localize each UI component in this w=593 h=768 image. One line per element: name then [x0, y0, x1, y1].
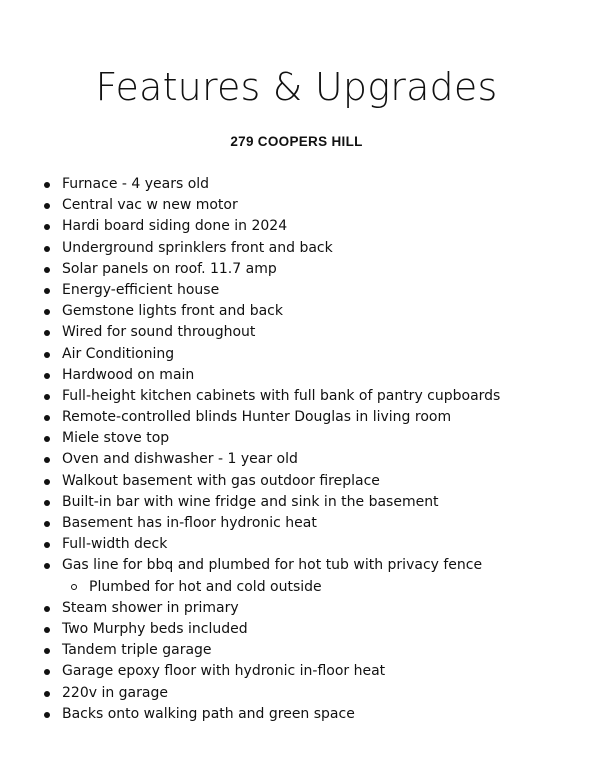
filled-circle-bullet-icon	[44, 542, 50, 548]
filled-circle-bullet-icon	[44, 352, 50, 358]
filled-circle-bullet-icon	[44, 500, 50, 506]
filled-circle-bullet-icon	[44, 415, 50, 421]
list-item	[0, 301, 593, 322]
list-item	[0, 555, 593, 576]
list-item	[0, 513, 593, 534]
list-item-text: Energy-efficient house	[62, 281, 220, 298]
list-item-text: Air Conditioning	[62, 345, 175, 362]
list-item-text: Remote-controlled blinds Hunter Douglas in living room	[62, 409, 452, 426]
filled-circle-bullet-icon	[44, 246, 50, 252]
list-item-text: Hardwood on main	[62, 366, 195, 383]
list-item	[0, 322, 593, 343]
list-item	[0, 640, 593, 661]
list-item-text: Gas line for bbq and plumbed for hot tub with privacy fence	[62, 557, 483, 574]
list-item-text: Plumbed for hot and cold outside	[89, 578, 322, 595]
list-item-text: Full-height kitchen cabinets with full bank of pantry cupboards	[62, 387, 501, 404]
filled-circle-bullet-icon	[44, 521, 50, 527]
filled-circle-bullet-icon	[44, 182, 50, 188]
filled-circle-bullet-icon	[44, 691, 50, 697]
filled-circle-bullet-icon	[44, 288, 50, 294]
filled-circle-bullet-icon	[44, 373, 50, 379]
filled-circle-bullet-icon	[44, 203, 50, 209]
list-item-text: 220v in garage	[62, 684, 168, 701]
list-item	[0, 386, 593, 407]
list-item-text: Full-width deck	[62, 536, 168, 553]
filled-circle-bullet-icon	[44, 457, 50, 463]
list-item-text: Underground sprinklers front and back	[62, 239, 333, 256]
hollow-circle-bullet-icon	[71, 584, 77, 590]
list-item	[0, 534, 593, 555]
list-item-text: Gemstone lights front and back	[62, 303, 283, 320]
list-item	[0, 471, 593, 492]
filled-circle-bullet-icon	[44, 479, 50, 485]
list-item-text: Wired for sound throughout	[62, 324, 256, 341]
sub-list-item	[0, 577, 593, 598]
list-item-text: Furnace - 4 years old	[62, 176, 210, 192]
list-item-text: Hardi board siding done in 2024	[62, 218, 288, 235]
filled-circle-bullet-icon	[44, 627, 50, 633]
list-item-text: Backs onto walking path and green space	[62, 705, 355, 722]
list-item	[0, 365, 593, 386]
list-item	[0, 449, 593, 470]
filled-circle-bullet-icon	[44, 394, 50, 400]
list-item	[0, 259, 593, 280]
list-item	[0, 598, 593, 619]
property-address: 279 COOPERS HILL	[230, 134, 363, 149]
list-item-text: Walkout basement with gas outdoor fireplace	[62, 472, 380, 489]
list-item-text: Oven and dishwasher - 1 year old	[62, 451, 298, 468]
list-item	[0, 174, 593, 195]
features-list	[0, 174, 593, 725]
list-item	[0, 492, 593, 513]
list-item	[0, 428, 593, 449]
list-item	[0, 280, 593, 301]
list-item-text: Basement has in-floor hydronic heat	[62, 515, 317, 531]
filled-circle-bullet-icon	[44, 309, 50, 315]
list-item	[0, 195, 593, 216]
list-item-text: Solar panels on roof. 11.7 amp	[62, 260, 277, 277]
list-item-text: Two Murphy beds included	[62, 620, 248, 637]
filled-circle-bullet-icon	[44, 330, 50, 336]
list-item-text: Garage epoxy floor with hydronic in-floor heat	[62, 663, 386, 680]
list-item	[0, 216, 593, 237]
filled-circle-bullet-icon	[44, 267, 50, 273]
filled-circle-bullet-icon	[44, 712, 50, 718]
filled-circle-bullet-icon	[44, 669, 50, 675]
list-item-text: Steam shower in primary	[62, 599, 239, 616]
list-item	[0, 683, 593, 704]
filled-circle-bullet-icon	[44, 648, 50, 654]
list-item	[0, 704, 593, 725]
filled-circle-bullet-icon	[44, 224, 50, 230]
list-item	[0, 661, 593, 682]
list-item	[0, 407, 593, 428]
page-title: Features & Upgrades	[95, 65, 498, 109]
filled-circle-bullet-icon	[44, 563, 50, 569]
filled-circle-bullet-icon	[44, 436, 50, 442]
list-item	[0, 619, 593, 640]
filled-circle-bullet-icon	[44, 606, 50, 612]
list-item	[0, 344, 593, 365]
list-item-text: Built-in bar with wine fridge and sink in the basement	[62, 493, 439, 510]
list-item-text: Central vac w new motor	[62, 197, 238, 214]
list-item-text: Tandem triple garage	[62, 642, 212, 659]
list-item-text: Miele stove top	[62, 430, 170, 447]
list-item	[0, 238, 593, 259]
